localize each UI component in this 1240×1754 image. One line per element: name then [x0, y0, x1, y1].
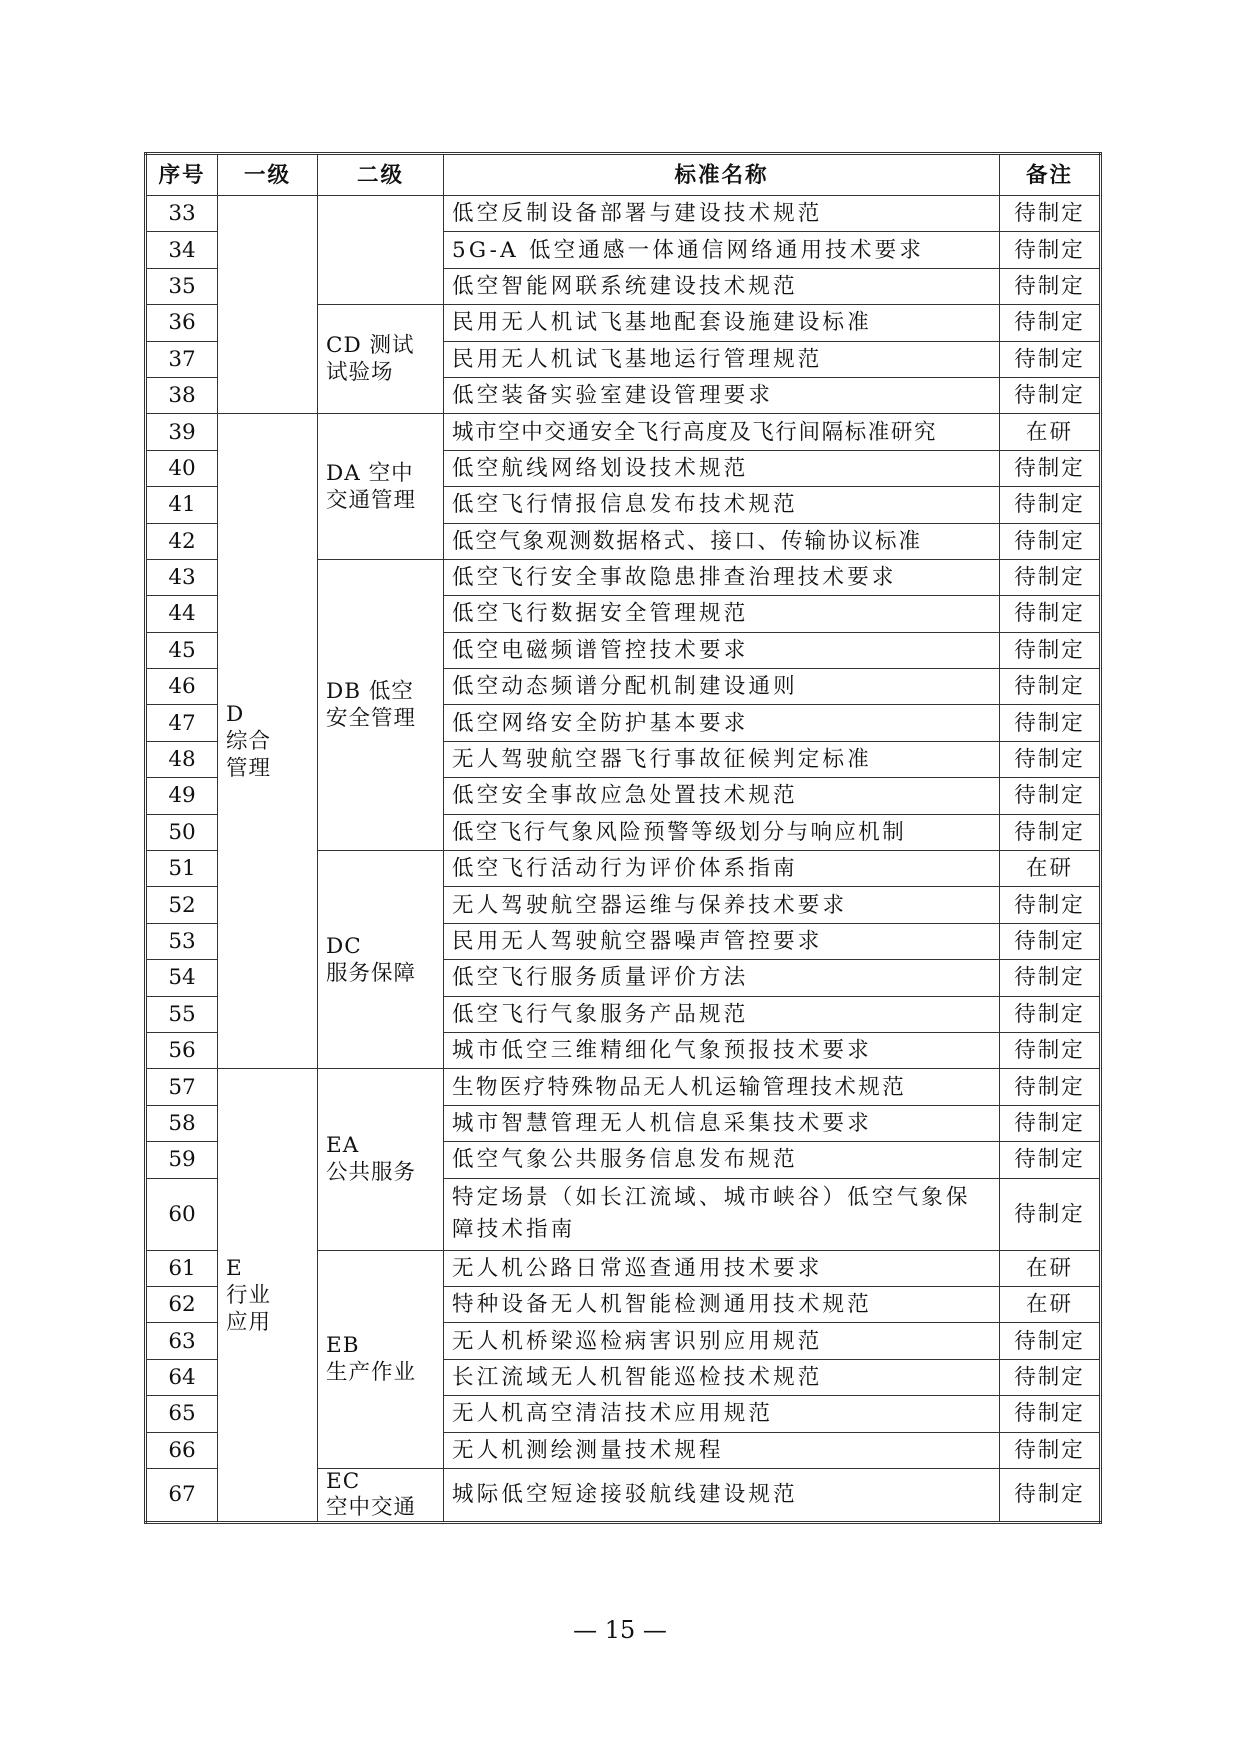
- standard-name: 长江流域无人机智能巡检技术规范: [444, 1359, 1000, 1395]
- standard-name: 城际低空短途接驳航线建设规范: [444, 1468, 1000, 1522]
- table-row: [146, 196, 1101, 232]
- standard-name: 生物医疗特殊物品无人机运输管理技术规范: [444, 1069, 1000, 1105]
- row-seq: 47: [146, 705, 218, 741]
- level1-label: 行业: [226, 1282, 272, 1308]
- standard-name: 无人机高空清洁技术应用规范: [444, 1396, 1000, 1432]
- standard-name: 低空装备实验室建设管理要求: [444, 377, 1000, 413]
- level2-label: DC: [326, 933, 362, 959]
- standard-name: 民用无人驾驶航空器噪声管控要求: [444, 923, 1000, 959]
- status-note: 待制定: [1000, 487, 1101, 523]
- standard-name: 5G-A 低空通感一体通信网络通用技术要求: [444, 232, 1000, 268]
- row-seq: 67: [146, 1468, 218, 1522]
- header-note: 备注: [1000, 154, 1101, 196]
- status-note: 待制定: [1000, 1178, 1101, 1250]
- table-header-row: [146, 154, 1101, 196]
- level1-label: 管理: [226, 755, 272, 781]
- level2-db-cell: [318, 559, 444, 850]
- level2-eb-cell: [318, 1250, 444, 1468]
- level2-label: 空中交通: [326, 1494, 417, 1520]
- standard-name: 低空飞行服务质量评价方法: [444, 960, 1000, 996]
- status-note: 在研: [1000, 851, 1101, 887]
- row-seq: 42: [146, 523, 218, 559]
- level2-label: DB 低空: [326, 678, 414, 704]
- row-seq: 65: [146, 1396, 218, 1432]
- row-seq: 50: [146, 814, 218, 850]
- status-note: 待制定: [1000, 705, 1101, 741]
- status-note: 待制定: [1000, 1069, 1101, 1105]
- status-note: 在研: [1000, 1286, 1101, 1322]
- standard-name: 无人机公路日常巡查通用技术要求: [444, 1250, 1000, 1286]
- header-level2: 二级: [318, 154, 444, 196]
- level2-label: 服务保障: [326, 960, 417, 986]
- row-seq: 59: [146, 1142, 218, 1178]
- row-seq: 33: [146, 196, 218, 232]
- standard-name: 城市低空三维精细化气象预报技术要求: [444, 1032, 1000, 1068]
- standard-name: 城市智慧管理无人机信息采集技术要求: [444, 1105, 1000, 1141]
- row-seq: 56: [146, 1032, 218, 1068]
- table-row: [146, 414, 1101, 450]
- standard-name: 无人机桥梁巡检病害识别应用规范: [444, 1323, 1000, 1359]
- status-note: 待制定: [1000, 196, 1101, 232]
- standard-name: 民用无人机试飞基地配套设施建设标准: [444, 305, 1000, 341]
- page-number: — 15 —: [573, 1616, 667, 1644]
- status-note: 待制定: [1000, 923, 1101, 959]
- row-seq: 60: [146, 1178, 218, 1250]
- standard-name: 低空飞行安全事故隐患排查治理技术要求: [444, 559, 1000, 595]
- standard-name: 低空网络安全防护基本要求: [444, 705, 1000, 741]
- level1-e-cell: [218, 1069, 318, 1523]
- standards-table: [144, 152, 1102, 1524]
- level1-code: E: [226, 1255, 243, 1281]
- level2-cell-empty: [318, 196, 444, 305]
- status-note: 待制定: [1000, 778, 1101, 814]
- row-seq: 58: [146, 1105, 218, 1141]
- header-seq: 序号: [146, 154, 218, 196]
- level2-label: EA: [326, 1133, 360, 1159]
- level1-label: 综合: [226, 728, 272, 754]
- status-note: 待制定: [1000, 341, 1101, 377]
- row-seq: 64: [146, 1359, 218, 1395]
- row-seq: 41: [146, 487, 218, 523]
- level1-code: D: [226, 701, 245, 727]
- row-seq: 46: [146, 669, 218, 705]
- status-note: 待制定: [1000, 559, 1101, 595]
- status-note: 待制定: [1000, 669, 1101, 705]
- row-seq: 54: [146, 960, 218, 996]
- standard-name: 特种设备无人机智能检测通用技术规范: [444, 1286, 1000, 1322]
- level2-label: 公共服务: [326, 1160, 417, 1186]
- row-seq: 66: [146, 1432, 218, 1468]
- standard-name: 低空航线网络划设技术规范: [444, 450, 1000, 486]
- row-seq: 45: [146, 632, 218, 668]
- row-seq: 39: [146, 414, 218, 450]
- status-note: 在研: [1000, 414, 1101, 450]
- status-note: 待制定: [1000, 232, 1101, 268]
- status-note: 待制定: [1000, 1105, 1101, 1141]
- standard-name: 无人机测绘测量技术规程: [444, 1432, 1000, 1468]
- status-note: 待制定: [1000, 1432, 1101, 1468]
- row-seq: 37: [146, 341, 218, 377]
- standard-name: 低空电磁频谱管控技术要求: [444, 632, 1000, 668]
- status-note: 待制定: [1000, 1142, 1101, 1178]
- status-note: 待制定: [1000, 1396, 1101, 1432]
- row-seq: 34: [146, 232, 218, 268]
- status-note: 待制定: [1000, 1359, 1101, 1395]
- level2-label: 生产作业: [326, 1360, 417, 1386]
- standard-name: 低空动态频谱分配机制建设通则: [444, 669, 1000, 705]
- level2-label: 试验场: [326, 360, 394, 386]
- header-level1: 一级: [218, 154, 318, 196]
- level2-ec-cell: [318, 1468, 444, 1522]
- standard-name: 低空反制设备部署与建设技术规范: [444, 196, 1000, 232]
- standard-name: 低空飞行气象风险预警等级划分与响应机制: [444, 814, 1000, 850]
- row-seq: 43: [146, 559, 218, 595]
- row-seq: 57: [146, 1069, 218, 1105]
- row-seq: 51: [146, 851, 218, 887]
- row-seq: 35: [146, 268, 218, 304]
- standard-name: 城市空中交通安全飞行高度及飞行间隔标准研究: [444, 414, 1000, 450]
- level2-label: 交通管理: [326, 487, 417, 513]
- level2-label: EC: [326, 1468, 361, 1494]
- status-note: 待制定: [1000, 523, 1101, 559]
- status-note: 在研: [1000, 1250, 1101, 1286]
- standard-name: 低空飞行情报信息发布技术规范: [444, 487, 1000, 523]
- standard-name: 低空安全事故应急处置技术规范: [444, 778, 1000, 814]
- level1-cell-empty: [218, 196, 318, 414]
- level1-d-cell: [218, 414, 318, 1069]
- status-note: 待制定: [1000, 268, 1101, 304]
- standard-name: 低空飞行活动行为评价体系指南: [444, 851, 1000, 887]
- level2-label: DA 空中: [326, 460, 414, 486]
- header-name: 标准名称: [444, 154, 1000, 196]
- status-note: 待制定: [1000, 741, 1101, 777]
- status-note: 待制定: [1000, 1032, 1101, 1068]
- level2-label: 安全管理: [326, 705, 417, 731]
- row-seq: 63: [146, 1323, 218, 1359]
- status-note: 待制定: [1000, 1468, 1101, 1522]
- row-seq: 48: [146, 741, 218, 777]
- row-seq: 38: [146, 377, 218, 413]
- row-seq: 49: [146, 778, 218, 814]
- level2-ea-cell: [318, 1069, 444, 1250]
- level2-label: CD 测试: [326, 333, 415, 359]
- standard-name: 特定场景（如长江流域、城市峡谷）低空气象保障技术指南: [444, 1178, 1000, 1250]
- row-seq: 44: [146, 596, 218, 632]
- standard-name: 无人驾驶航空器飞行事故征候判定标准: [444, 741, 1000, 777]
- row-seq: 52: [146, 887, 218, 923]
- status-note: 待制定: [1000, 377, 1101, 413]
- status-note: 待制定: [1000, 305, 1101, 341]
- status-note: 待制定: [1000, 1323, 1101, 1359]
- standard-name: 民用无人机试飞基地运行管理规范: [444, 341, 1000, 377]
- standard-name: 低空飞行数据安全管理规范: [444, 596, 1000, 632]
- standard-name: 低空飞行气象服务产品规范: [444, 996, 1000, 1032]
- row-seq: 62: [146, 1286, 218, 1322]
- status-note: 待制定: [1000, 887, 1101, 923]
- row-seq: 53: [146, 923, 218, 959]
- level2-dc-cell: [318, 851, 444, 1069]
- level1-label: 应用: [226, 1309, 272, 1335]
- standard-name: 低空智能网联系统建设技术规范: [444, 268, 1000, 304]
- standard-name: 低空气象观测数据格式、接口、传输协议标准: [444, 523, 1000, 559]
- status-note: 待制定: [1000, 596, 1101, 632]
- standard-name: 无人驾驶航空器运维与保养技术要求: [444, 887, 1000, 923]
- row-seq: 40: [146, 450, 218, 486]
- level2-label: EB: [326, 1333, 360, 1359]
- standard-name: 低空气象公共服务信息发布规范: [444, 1142, 1000, 1178]
- status-note: 待制定: [1000, 960, 1101, 996]
- row-seq: 61: [146, 1250, 218, 1286]
- status-note: 待制定: [1000, 632, 1101, 668]
- row-seq: 55: [146, 996, 218, 1032]
- status-note: 待制定: [1000, 814, 1101, 850]
- status-note: 待制定: [1000, 996, 1101, 1032]
- table-row: [146, 1069, 1101, 1105]
- status-note: 待制定: [1000, 450, 1101, 486]
- row-seq: 36: [146, 305, 218, 341]
- level2-da-cell: [318, 414, 444, 560]
- level2-cd-cell: [318, 305, 444, 414]
